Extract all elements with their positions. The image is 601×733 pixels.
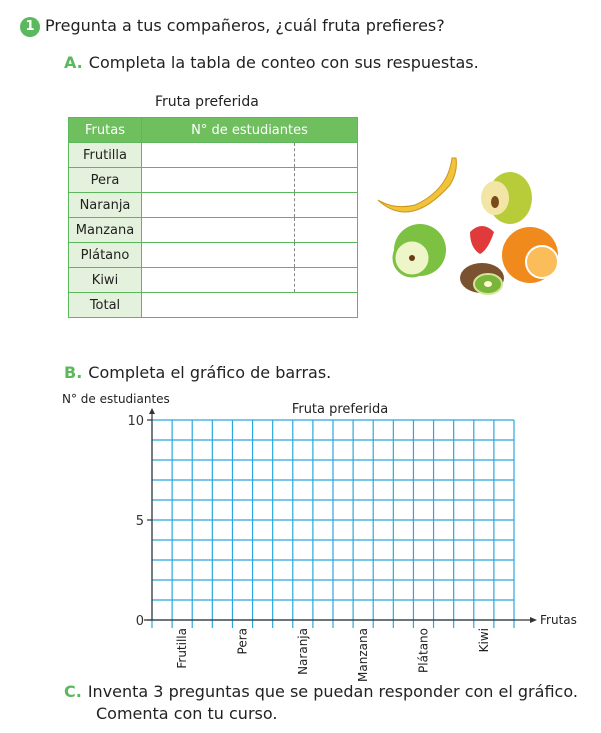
x-category-label: Kiwi [476,628,491,653]
table-fruit-cell: Plátano [69,243,142,268]
y-axis-arrow [149,408,155,414]
header-students: N° de estudiantes [142,118,358,143]
section-c [64,682,578,701]
y-tick-label: 0 [135,614,144,629]
x-axis-label: Frutas [540,613,577,627]
x-category-label: Frutilla [175,628,190,669]
x-category-label: Manzana [356,628,371,682]
section-b-text: Completa el gráfico de barras. [88,363,332,382]
y-tick-label: 10 [127,414,144,429]
section-a-text: Completa la tabla de conteo con sus respuestas. [88,53,479,72]
table-title: Fruta preferida [155,94,259,110]
y-tick-label: 5 [135,514,144,529]
section-c-line1: Inventa 3 preguntas que se puedan responder con el gráfico. [87,682,578,701]
x-axis-arrow [530,617,537,623]
question-number-badge: 1 [20,17,40,37]
x-category-label: Pera [235,628,250,655]
x-category-label: Plátano [416,628,431,673]
section-b-letter: B. [64,363,83,382]
question-text: Pregunta a tus compañeros, ¿cuál fruta prefieres? [45,16,445,35]
x-category-label: Naranja [295,628,310,675]
table-fruit-cell: Naranja [69,193,142,218]
chart-y-axis-label: N° de estudiantes [62,392,170,406]
table-fruit-cell: Kiwi [69,268,142,293]
table-fruit-cell: Total [69,293,142,318]
section-c-line2: Comenta con tu curso. [96,704,278,723]
table-fruit-cell: Manzana [69,218,142,243]
chart-title: Fruta preferida [291,402,389,417]
header-fruits: Frutas [69,118,142,143]
table-fruit-cell: Frutilla [69,143,142,168]
section-c-letter: C. [64,682,82,701]
table-fruit-cell: Pera [69,168,142,193]
section-a-letter: A. [64,53,83,72]
